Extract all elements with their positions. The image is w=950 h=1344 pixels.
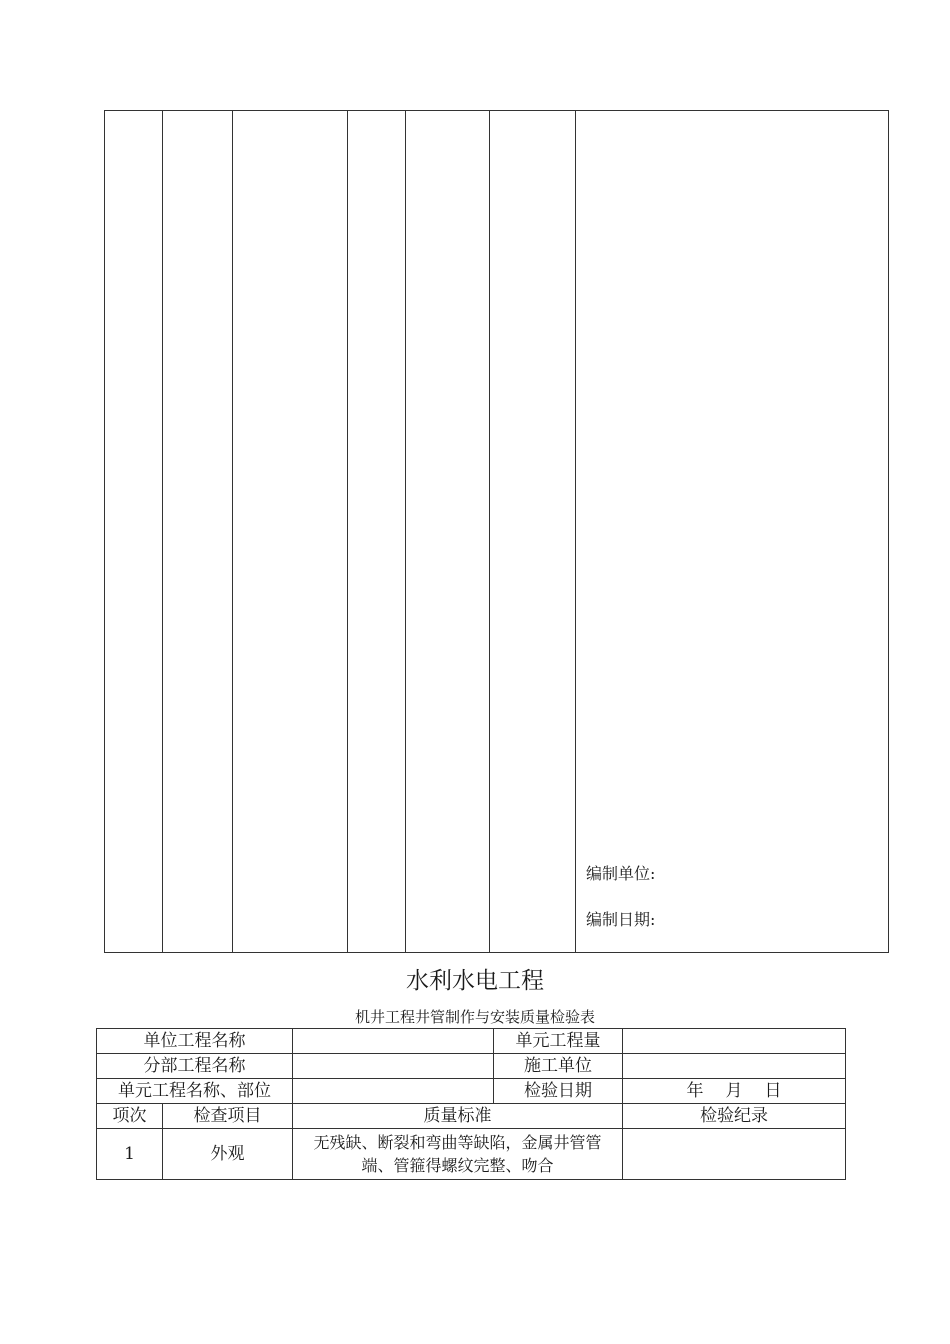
sub-project-name-label: 分部工程名称	[97, 1054, 293, 1079]
unit-project-quantity-label: 单元工程量	[494, 1029, 623, 1054]
unit-project-quantity-value	[623, 1029, 846, 1054]
top-grid-table	[104, 110, 889, 953]
sub-project-name-value	[293, 1054, 494, 1079]
unit-project-name-label: 单位工程名称	[97, 1029, 293, 1054]
row-inspection-record	[623, 1129, 846, 1180]
grid-cell	[233, 111, 348, 953]
compile-info-cell	[576, 111, 889, 953]
grid-cell	[406, 111, 490, 953]
element-project-name-label: 单元工程名称、部位	[97, 1079, 293, 1104]
header-inspection-record: 检验纪录	[623, 1104, 846, 1129]
document-heading: 水利水电工程	[406, 968, 544, 994]
inspection-date-label: 检验日期	[494, 1079, 623, 1104]
inspection-form-table	[96, 1028, 846, 1180]
unit-project-name-value	[293, 1029, 494, 1054]
form-row	[97, 1029, 846, 1054]
row-quality-standard: 无残缺、断裂和弯曲等缺陷，金属井管管端、管箍得螺纹完整、吻合	[293, 1129, 623, 1180]
element-project-name-value	[293, 1079, 494, 1104]
compile-date-label: 编制日期:	[586, 910, 656, 929]
form-header-row	[97, 1104, 846, 1129]
construction-unit-label: 施工单位	[494, 1054, 623, 1079]
header-quality-standard: 质量标准	[293, 1104, 623, 1129]
construction-unit-value	[623, 1054, 846, 1079]
grid-cell	[105, 111, 163, 953]
compile-unit-label: 编制单位:	[586, 864, 656, 883]
date-month: 月	[725, 1080, 743, 1101]
form-row	[97, 1079, 846, 1104]
date-day: 日	[764, 1080, 782, 1101]
inspection-date-value	[623, 1079, 846, 1104]
row-check-item: 外观	[163, 1129, 293, 1180]
row-item-no: 1	[97, 1129, 163, 1180]
grid-cell	[348, 111, 406, 953]
date-year: 年	[686, 1080, 704, 1101]
header-item-no: 项次	[97, 1104, 163, 1129]
grid-cell	[490, 111, 576, 953]
table-row	[97, 1129, 846, 1180]
form-title: 机井工程井管制作与安装质量检验表	[354, 1008, 595, 1026]
form-row	[97, 1054, 846, 1079]
grid-cell	[163, 111, 233, 953]
header-check-item: 检查项目	[163, 1104, 293, 1129]
